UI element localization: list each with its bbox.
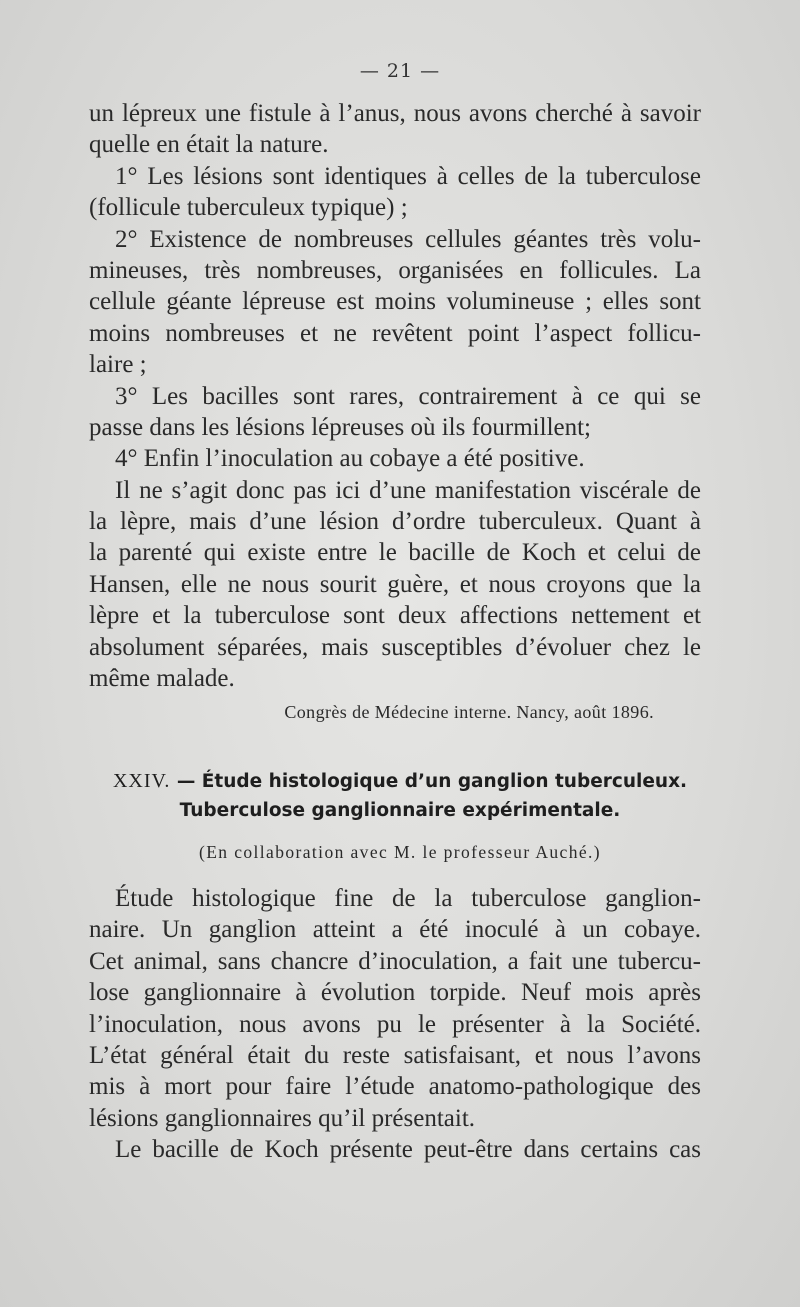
text-line: 2° Existence de nombreuses cellules géantes très volu- xyxy=(115,225,701,253)
section-heading-line1 xyxy=(0,770,800,793)
text-line: lose ganglionnaire à évolution torpide. Neuf mois après xyxy=(89,979,701,1007)
text-line: 4° Enfin l’inoculation au cobaye a été positive. xyxy=(115,445,585,473)
text-line: 3° Les bacilles sont rares, contrairement à ce qui se xyxy=(115,382,701,410)
text-line: (follicule tuberculeux typique) ; xyxy=(89,194,408,222)
text-line: l’inoculation, nous avons pu le présenter à la Société. xyxy=(89,1010,701,1038)
text-line: lèpre et la tuberculose sont deux affections nettement et xyxy=(89,602,701,630)
text-line: naire. Un ganglion atteint a été inoculé à un cobaye. xyxy=(89,916,701,944)
text-line: la parenté qui existe entre le bacille de Koch et celui de xyxy=(89,539,701,567)
text-line: laire ; xyxy=(89,351,147,379)
text-line: mineuses, très nombreuses, organisées en follicules. La xyxy=(89,256,701,284)
section-number: XXIV. xyxy=(112,770,171,792)
text-line: moins nombreuses et ne revêtent point l’aspect follicu- xyxy=(89,319,701,347)
text-line: L’état général était du reste satisfaisant, et nous l’avons xyxy=(89,1041,701,1069)
text-line: lésions ganglionnaires qu’il présentait. xyxy=(89,1104,476,1132)
page-number: — 21 — xyxy=(359,60,441,82)
section-2-text xyxy=(89,883,701,1166)
text-line: Hansen, elle ne nous sourit guère, et nous croyons que la xyxy=(89,570,701,598)
source-citation: Congrès de Médecine interne. Nancy, août 1896. xyxy=(284,702,654,722)
text-line: la lèpre, mais d’une lésion d’ordre tuberculeux. Quant à xyxy=(89,508,701,536)
text-line: Le bacille de Koch présente peut-être dans certains cas xyxy=(115,1136,701,1164)
section-1-text xyxy=(89,98,701,694)
section-heading-line2: Tuberculose ganglionnaire expérimentale. xyxy=(179,800,621,821)
section-title-part1: — Étude histologique d’un ganglion tuberculeux. xyxy=(176,771,688,792)
text-line: absolument séparées, mais susceptibles d’évoluer chez le xyxy=(89,633,701,661)
text-line: quelle en était la nature. xyxy=(89,131,329,159)
text-line: mis à mort pour faire l’étude anatomo-pathologique des xyxy=(89,1073,701,1101)
text-line: passe dans les lésions lépreuses où ils fourmillent; xyxy=(89,413,592,441)
text-line: Il ne s’agit donc pas ici d’une manifestation viscérale de xyxy=(115,476,701,504)
text-line: 1° Les lésions sont identiques à celles de la tuberculose xyxy=(115,162,701,190)
text-line: un lépreux une fistule à l’anus, nous avons cherché à savoir xyxy=(89,100,701,127)
collaboration-note: (En collaboration avec M. le professeur Auché.) xyxy=(198,842,602,862)
text-line: même malade. xyxy=(89,665,235,693)
text-line: cellule géante lépreuse est moins volumineuse ; elles sont xyxy=(89,288,701,316)
text-line: Cet animal, sans chancre d’inoculation, a fait une tubercu- xyxy=(89,947,701,975)
text-line: Étude histologique fine de la tuberculose ganglion- xyxy=(115,885,701,912)
